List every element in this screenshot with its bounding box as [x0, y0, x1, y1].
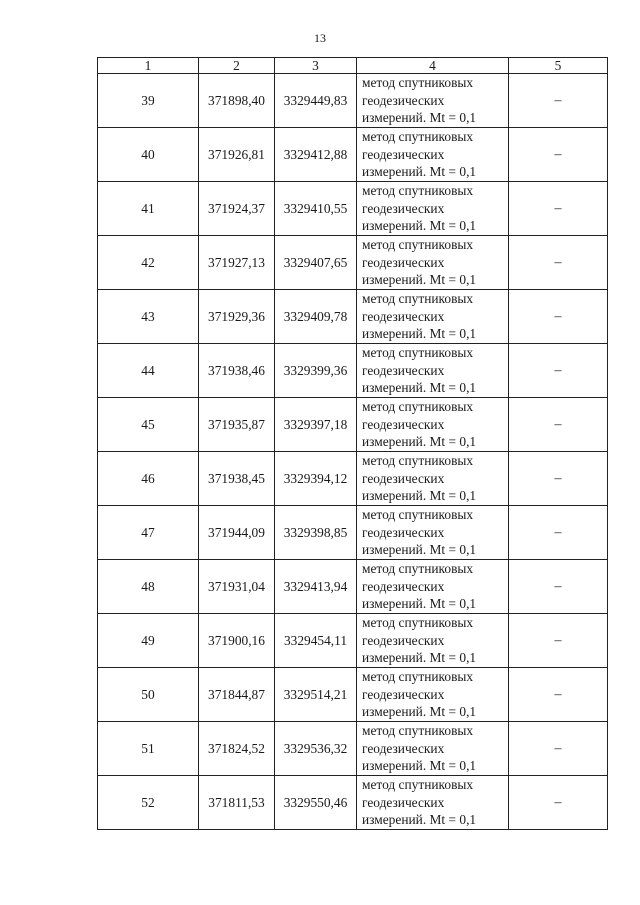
method-line: метод спутниковых: [362, 777, 474, 793]
method-line: измерений. Mt = 0,1: [362, 434, 477, 450]
method-line: геодезических: [362, 578, 445, 594]
method-cell: [357, 614, 509, 668]
method-line: метод спутниковых: [362, 507, 474, 523]
method-cell: [357, 344, 509, 398]
method-line: измерений. Mt = 0,1: [362, 596, 477, 612]
method-line: геодезических: [362, 308, 445, 324]
point-number-cell: 49: [98, 614, 199, 668]
method-line: измерений. Mt = 0,1: [362, 164, 477, 180]
y-coordinate-cell: 3329550,46: [275, 776, 357, 830]
method-line: метод спутниковых: [362, 669, 474, 685]
method-line: измерений. Mt = 0,1: [362, 218, 477, 234]
note-cell: –: [509, 74, 608, 128]
y-coordinate-cell: 3329412,88: [275, 128, 357, 182]
method-line: геодезических: [362, 632, 445, 648]
method-line: метод спутниковых: [362, 183, 474, 199]
table-row: [98, 614, 608, 668]
note-cell: –: [509, 668, 608, 722]
method-line: измерений. Mt = 0,1: [362, 272, 477, 288]
y-coordinate-cell: 3329399,36: [275, 344, 357, 398]
table-row: [98, 668, 608, 722]
method-line: метод спутниковых: [362, 561, 474, 577]
method-cell: [357, 668, 509, 722]
note-cell: –: [509, 236, 608, 290]
y-coordinate-cell: 3329409,78: [275, 290, 357, 344]
x-coordinate-cell: 371929,36: [199, 290, 275, 344]
method-line: измерений. Mt = 0,1: [362, 326, 477, 342]
table-row: [98, 452, 608, 506]
x-coordinate-cell: 371938,45: [199, 452, 275, 506]
note-cell: –: [509, 290, 608, 344]
point-number-cell: 39: [98, 74, 199, 128]
method-line: метод спутниковых: [362, 615, 474, 631]
y-coordinate-cell: 3329398,85: [275, 506, 357, 560]
note-cell: –: [509, 614, 608, 668]
table-row: [98, 398, 608, 452]
y-coordinate-cell: 3329407,65: [275, 236, 357, 290]
point-number-cell: 47: [98, 506, 199, 560]
table-row: [98, 776, 608, 830]
method-line: геодезических: [362, 686, 445, 702]
note-cell: –: [509, 182, 608, 236]
x-coordinate-cell: 371944,09: [199, 506, 275, 560]
x-coordinate-cell: 371898,40: [199, 74, 275, 128]
table-row: [98, 290, 608, 344]
note-cell: –: [509, 560, 608, 614]
point-number-cell: 44: [98, 344, 199, 398]
column-header-4: 4: [357, 58, 509, 74]
point-number-cell: 48: [98, 560, 199, 614]
table-row: [98, 722, 608, 776]
column-header-5: 5: [509, 58, 608, 74]
table-row: [98, 506, 608, 560]
y-coordinate-cell: 3329514,21: [275, 668, 357, 722]
method-line: геодезических: [362, 92, 445, 108]
method-line: геодезических: [362, 362, 445, 378]
y-coordinate-cell: 3329397,18: [275, 398, 357, 452]
point-number-cell: 42: [98, 236, 199, 290]
point-number-cell: 50: [98, 668, 199, 722]
table-row: [98, 182, 608, 236]
x-coordinate-cell: 371935,87: [199, 398, 275, 452]
method-cell: [357, 722, 509, 776]
point-number-cell: 51: [98, 722, 199, 776]
table-row: [98, 74, 608, 128]
note-cell: –: [509, 506, 608, 560]
point-number-cell: 43: [98, 290, 199, 344]
method-cell: [357, 74, 509, 128]
method-line: метод спутниковых: [362, 399, 474, 415]
table-row: [98, 236, 608, 290]
method-line: геодезических: [362, 470, 445, 486]
method-line: геодезических: [362, 740, 445, 756]
note-cell: –: [509, 776, 608, 830]
note-cell: –: [509, 128, 608, 182]
point-number-cell: 46: [98, 452, 199, 506]
method-cell: [357, 236, 509, 290]
column-header-3: 3: [275, 58, 357, 74]
x-coordinate-cell: 371926,81: [199, 128, 275, 182]
y-coordinate-cell: 3329454,11: [275, 614, 357, 668]
table-row: [98, 344, 608, 398]
y-coordinate-cell: 3329449,83: [275, 74, 357, 128]
page-number: 13: [314, 31, 326, 45]
point-number-cell: 41: [98, 182, 199, 236]
note-cell: –: [509, 722, 608, 776]
method-line: метод спутниковых: [362, 453, 474, 469]
method-line: геодезических: [362, 416, 445, 432]
y-coordinate-cell: 3329413,94: [275, 560, 357, 614]
method-line: метод спутниковых: [362, 723, 474, 739]
column-header-1: 1: [98, 58, 199, 74]
method-line: измерений. Mt = 0,1: [362, 380, 477, 396]
point-number-cell: 40: [98, 128, 199, 182]
x-coordinate-cell: 371938,46: [199, 344, 275, 398]
method-line: измерений. Mt = 0,1: [362, 704, 477, 720]
x-coordinate-cell: 371844,87: [199, 668, 275, 722]
method-cell: [357, 776, 509, 830]
method-line: геодезических: [362, 254, 445, 270]
point-number-cell: 52: [98, 776, 199, 830]
note-cell: –: [509, 344, 608, 398]
method-line: измерений. Mt = 0,1: [362, 650, 477, 666]
y-coordinate-cell: 3329410,55: [275, 182, 357, 236]
note-cell: –: [509, 398, 608, 452]
method-line: метод спутниковых: [362, 345, 474, 361]
column-header-2: 2: [199, 58, 275, 74]
table-row: [98, 560, 608, 614]
y-coordinate-cell: 3329536,32: [275, 722, 357, 776]
method-line: измерений. Mt = 0,1: [362, 110, 477, 126]
x-coordinate-cell: 371927,13: [199, 236, 275, 290]
method-line: метод спутниковых: [362, 291, 474, 307]
point-number-cell: 45: [98, 398, 199, 452]
method-cell: [357, 182, 509, 236]
method-line: метод спутниковых: [362, 237, 474, 253]
method-line: измерений. Mt = 0,1: [362, 812, 477, 828]
note-cell: –: [509, 452, 608, 506]
x-coordinate-cell: 371824,52: [199, 722, 275, 776]
method-cell: [357, 506, 509, 560]
x-coordinate-cell: 371900,16: [199, 614, 275, 668]
method-line: геодезических: [362, 146, 445, 162]
method-line: измерений. Mt = 0,1: [362, 542, 477, 558]
method-line: измерений. Mt = 0,1: [362, 758, 477, 774]
method-line: метод спутниковых: [362, 75, 474, 91]
method-cell: [357, 560, 509, 614]
method-cell: [357, 128, 509, 182]
method-cell: [357, 290, 509, 344]
method-cell: [357, 452, 509, 506]
x-coordinate-cell: 371811,53: [199, 776, 275, 830]
x-coordinate-cell: 371924,37: [199, 182, 275, 236]
y-coordinate-cell: 3329394,12: [275, 452, 357, 506]
method-line: геодезических: [362, 200, 445, 216]
method-cell: [357, 398, 509, 452]
header-row: [98, 58, 608, 74]
table-body: [98, 74, 608, 830]
x-coordinate-cell: 371931,04: [199, 560, 275, 614]
method-line: измерений. Mt = 0,1: [362, 488, 477, 504]
table-header: [98, 58, 608, 74]
coordinates-table: [97, 57, 608, 830]
method-line: геодезических: [362, 524, 445, 540]
method-line: метод спутниковых: [362, 129, 474, 145]
method-line: геодезических: [362, 794, 445, 810]
table-row: [98, 128, 608, 182]
